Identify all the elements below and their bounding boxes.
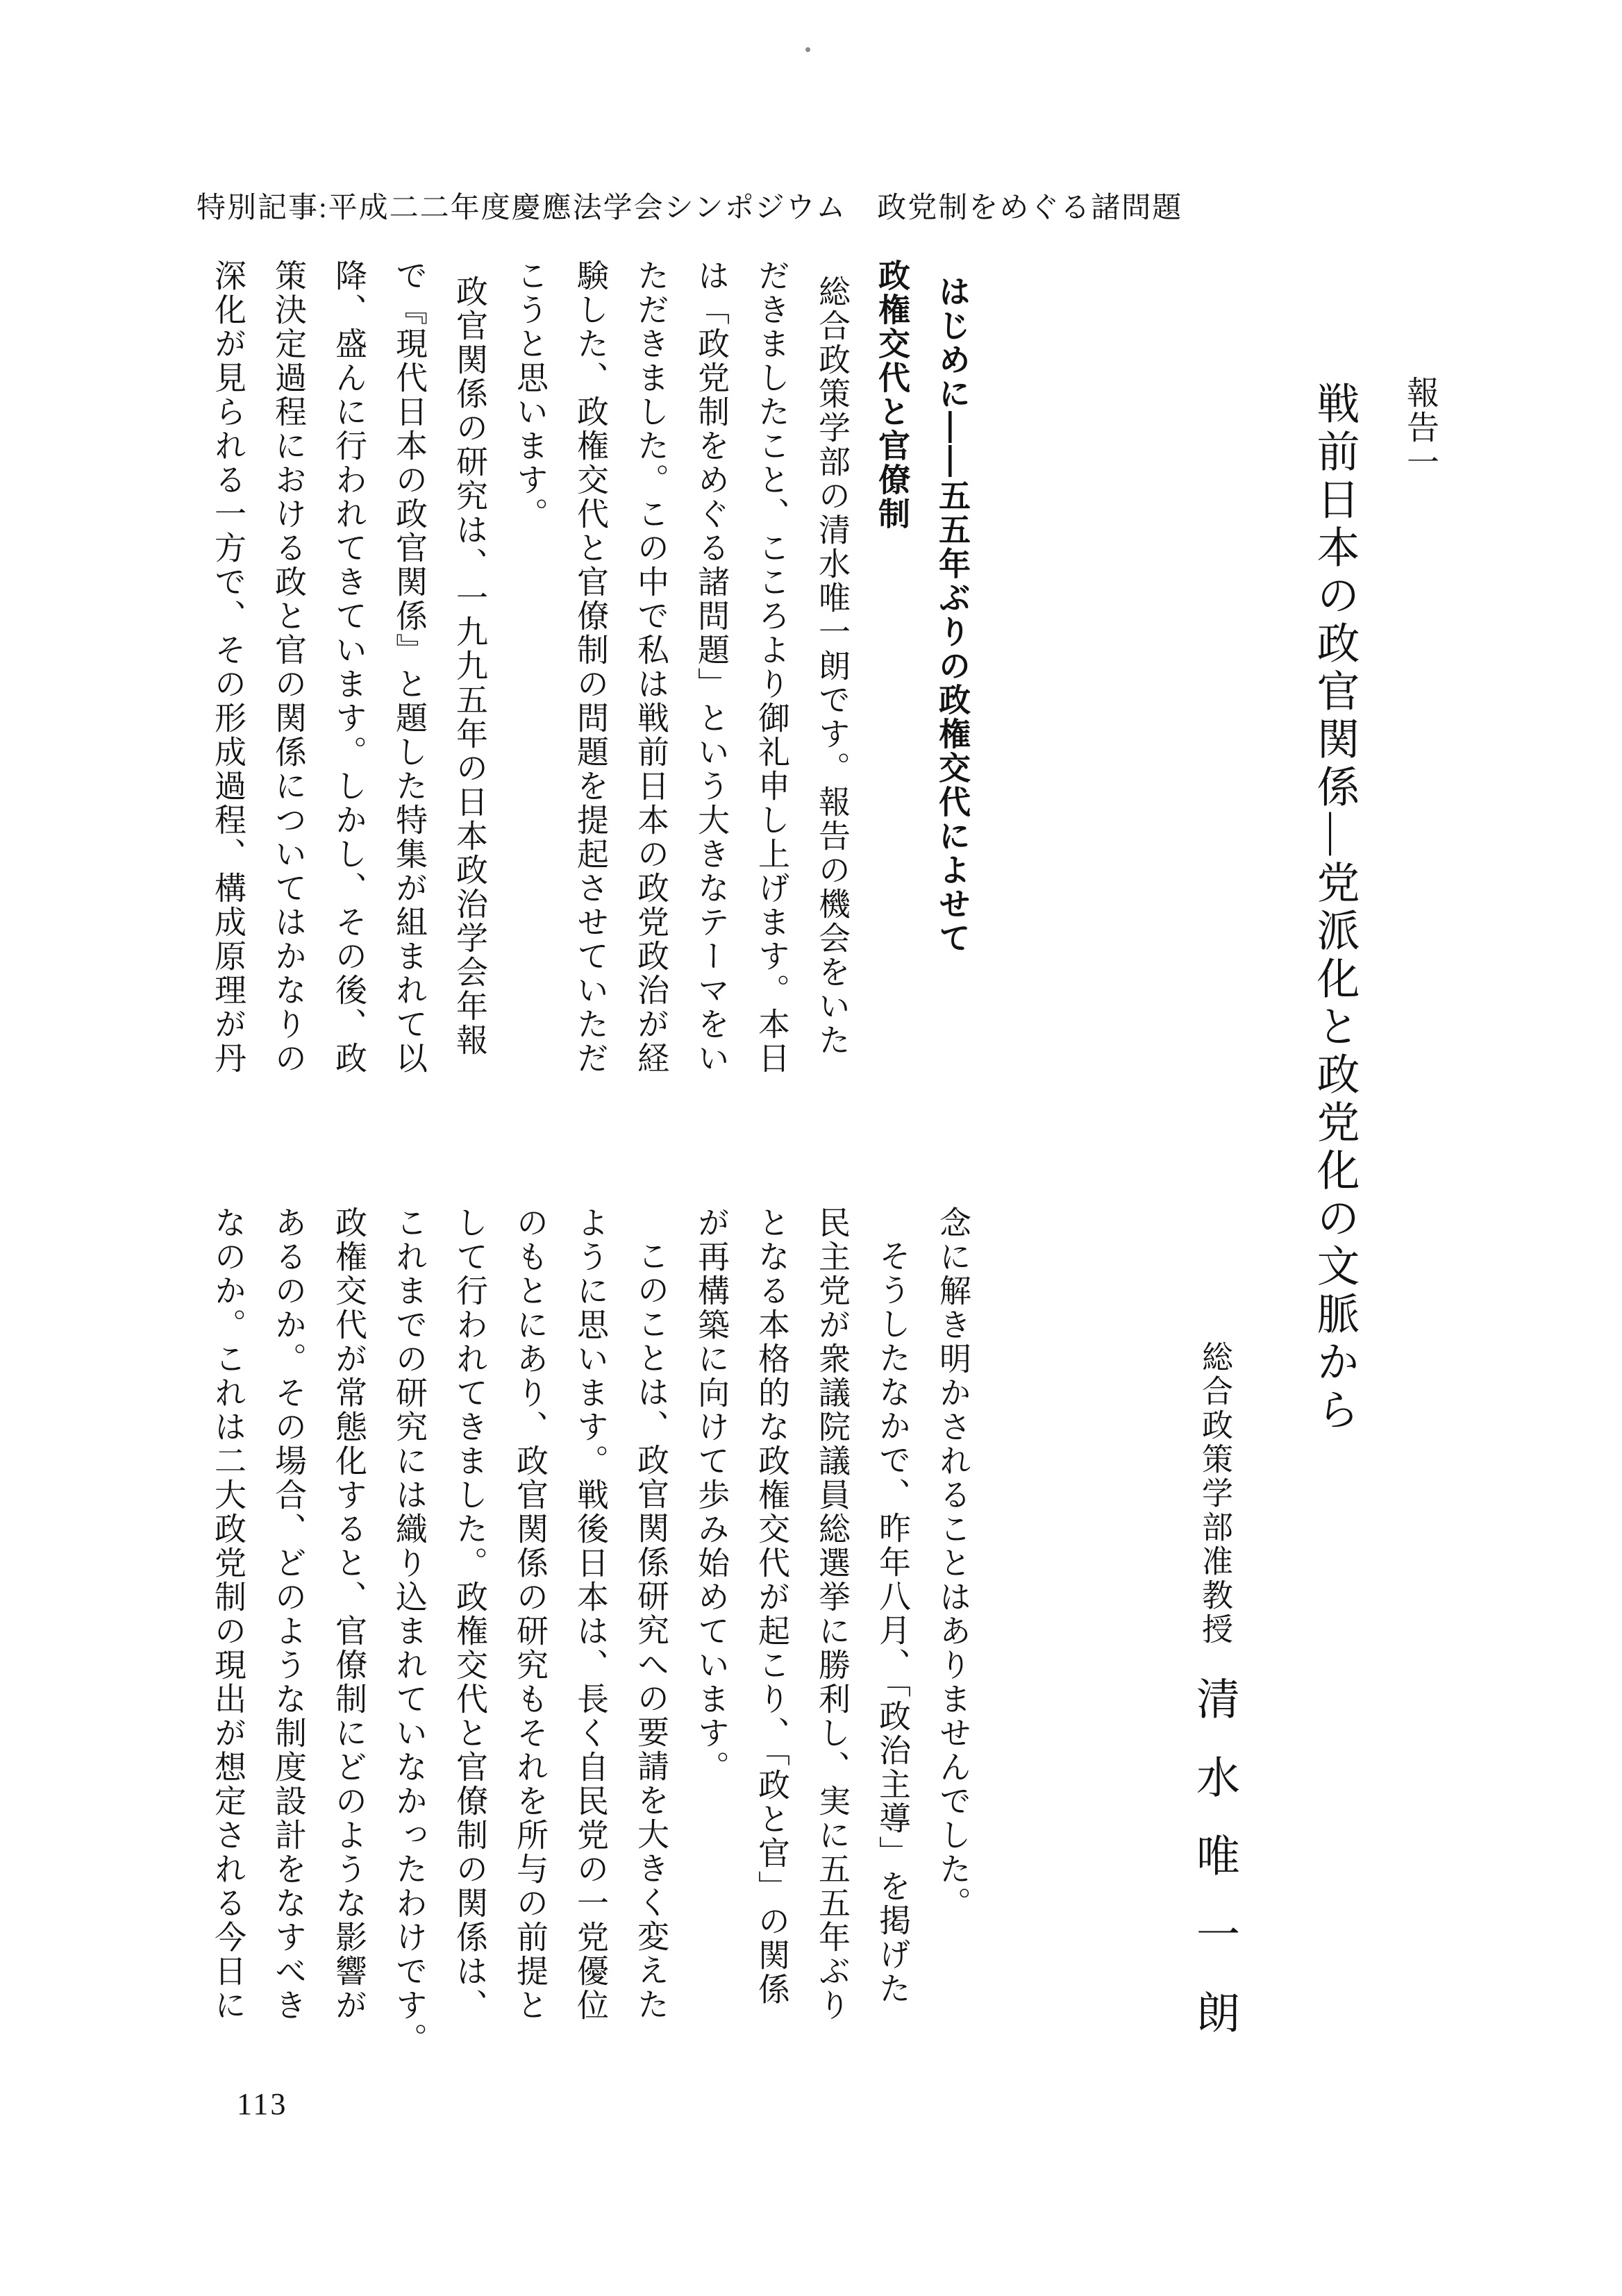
author-affiliation: 総合政策学部准教授 [1197, 1341, 1232, 1647]
section-heading-column: はじめに――五五年ぶりの政権交代によせて [935, 275, 971, 955]
text-column: 降、盛んに行われてきています。しかし、その後、政 [331, 259, 367, 1075]
text-column: こうと思います。 [512, 259, 548, 531]
text-column: だきましたこと、こころより御礼申し上げます。本日 [754, 259, 789, 1075]
text-column: 総合政策学部の清水唯一朗です。報告の機会をいた [814, 275, 850, 1057]
author-block [1187, 1341, 1241, 2068]
text-column: これまでの研究には織り込まれていなかったわけです。 [392, 1206, 427, 2056]
text-column: 験した、政権交代と官僚制の問題を提起させていただ [573, 259, 608, 1075]
text-column: 政権交代が常態化すると、官僚制にどのような影響が [331, 1206, 367, 2022]
text-column: となる本格的な政権交代が起こり、「政と官」の関係 [754, 1206, 789, 2006]
text-column: ように思います。戦後日本は、長く自民党の一党優位 [573, 1206, 608, 2022]
text-column: して行われてきました。政権交代と官僚制の関係は、 [452, 1206, 487, 2022]
text-column: あるのか。その場合、どのような制度設計をなすべき [271, 1206, 306, 2022]
special-feature-header: 特別記事:平成二二年度慶應法学会シンポジウム 政党制をめぐる諸問題 [197, 192, 1183, 224]
text-column: が再構築に向けて歩み始めています。 [694, 1206, 729, 1784]
text-column: 政官関係の研究は、一九九五年の日本政治学会年報 [452, 275, 487, 1057]
text-column: ただきました。この中で私は戦前日本の政党政治が経 [633, 259, 669, 1075]
text-column: のもとにあり、政官関係の研究もそれを所与の前提と [512, 1206, 548, 2022]
article-title: 戦前日本の政官関係―党派化と政党化の文脈から [1310, 381, 1357, 1435]
text-column: 深化が見られる一方で、その形成過程、構成原理が丹 [210, 259, 246, 1075]
text-column: そうしたなかで、昨年八月、「政治主導」を掲げた [875, 1239, 910, 2006]
section-heading-column: 政権交代と官僚制 [874, 259, 910, 531]
text-column: 策決定過程における政と官の関係についてはかなりの [271, 259, 306, 1075]
text-column: 念に解き明かされることはありませんでした。 [935, 1206, 971, 1920]
scan-speck [805, 47, 810, 52]
author-name: 清水唯一朗 [1190, 1676, 1239, 2068]
text-column: で『現代日本の政官関係』と題した特集が組まれて以 [392, 259, 427, 1075]
text-column: は「政党制をめぐる諸問題」という大きなテーマをい [694, 259, 729, 1075]
text-column: このことは、政官関係研究への要請を大きく変えた [633, 1239, 669, 2022]
text-column: なのか。これは二大政党制の現出が想定される今日に [210, 1206, 246, 2022]
text-column: 民主党が衆議院議員総選挙に勝利し、実に五五年ぶり [814, 1206, 850, 2022]
report-number-label: 報告一 [1402, 376, 1438, 480]
body-text-upper-band [163, 259, 969, 1135]
body-text-lower-band [163, 1206, 969, 2109]
page-number: 113 [237, 2087, 288, 2121]
